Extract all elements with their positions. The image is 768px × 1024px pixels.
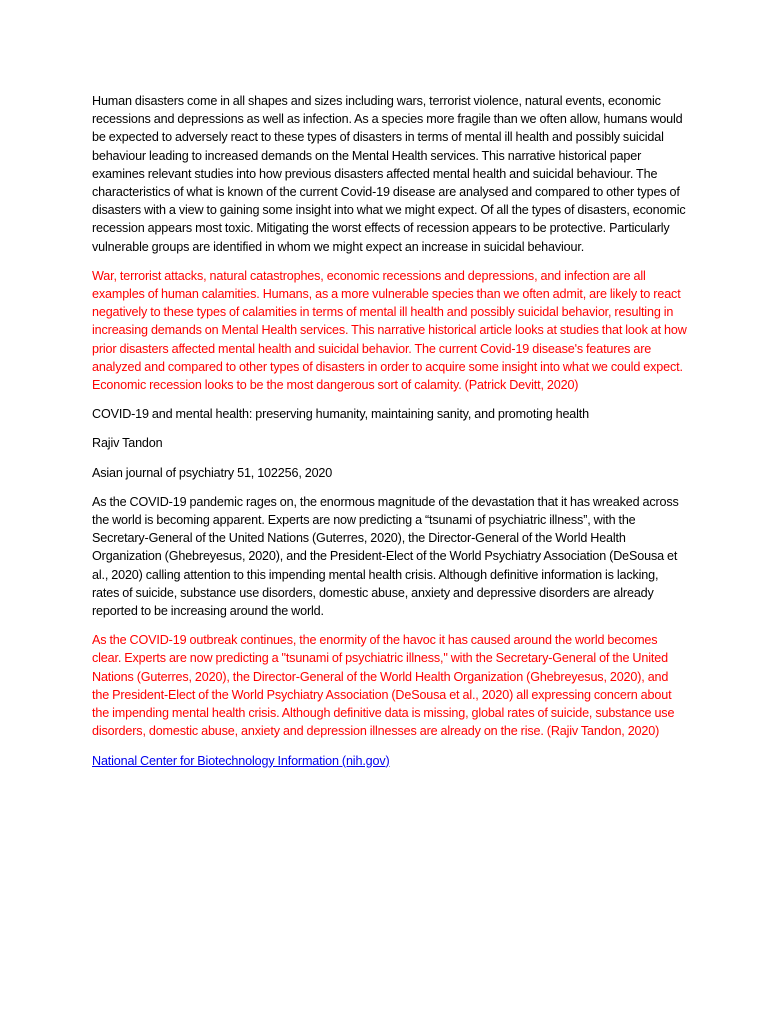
paper-title-tandon: COVID-19 and mental health: preserving humanity, maintaining sanity, and promoting health bbox=[92, 407, 590, 422]
link-paragraph bbox=[92, 752, 688, 770]
abstract-paraphrase-tandon: As the COVID-19 outbreak continues, the enormity of the havoc it has caused around the world becomes clear. Experts are now predicting a "tsunami of psychiatric illness," with the Secretary-General of the United Nations (Guterres, 2020), the Director-General of the World Health Organization (Ghebreyesus, 2020), and the President-Elect of the World Psychiatry Association (DeSousa et al., 2020) all expressing concern about the impending mental health crisis. Although definitive data is missing, global rates of suicide, substance use disorders, domestic abuse, anxiety and depression illnesses are already on the rise. (Rajiv Tandon, 2020) bbox=[92, 633, 675, 739]
ncbi-link[interactable]: National Center for Biotechnology Information (nih.gov) bbox=[92, 753, 390, 768]
abstract-paraphrase-devitt: War, terrorist attacks, natural catastrophes, economic recessions and depressions, and infection are all examples of human calamities. Humans, as a more vulnerable species than we often admit, are likely to react negatively to these types of calamities in terms of mental ill health and possibly suicidal behavior, resulting in increasing demands on Mental Health services. This narrative historical article looks at studies that look at how prior disasters affected mental health and suicidal behavior. The current Covid-19 disease's features are analyzed and compared to other types of disasters in order to acquire some insight into what we could expect. Economic recession looks to be the most dangerous sort of calamity. (Patrick Devitt, 2020) bbox=[92, 268, 687, 393]
abstract-original-devitt: Human disasters come in all shapes and sizes including wars, terrorist violence, natural events, economic recessions and depressions as well as infection. As a species more fragile than we often allow, humans would be expected to adversely react to these types of disasters in terms of mental ill health and possibly suicidal behaviour leading to increased demands on the Mental Health services. This narrative historical paper examines relevant studies into how previous disasters affected mental health and suicidal behaviour. The characteristics of what is known of the current Covid-19 disease are analysed and compared to other types of disasters with a view to gaining some insight into what we might expect. Of all the types of disasters, economic recession appears most toxic. Mitigating the worst effects of recession appears to be protective. Particularly vulnerable groups are identified in whom we might expect an increase in suicidal behaviour. bbox=[92, 94, 686, 254]
paper-author-tandon: Rajiv Tandon bbox=[92, 436, 163, 451]
abstract-original-tandon: As the COVID-19 pandemic rages on, the enormous magnitude of the devastation that it has wreaked across the world is becoming apparent. Experts are now predicting a “tsunami of psychiatric illness”, with the Secretary-General of the United Nations (Guterres, 2020), the Director-General of the World Health Organization (Ghebreyesus, 2020), and the President-Elect of the World Psychiatry Association (DeSousa et al., 2020) calling attention to this impending mental health crisis. Although definitive information is lacking, rates of suicide, substance use disorders, domestic abuse, anxiety and depressive disorders are already reported to be increasing around the world. bbox=[92, 494, 679, 619]
paper-citation-tandon: Asian journal of psychiatry 51, 102256, 2020 bbox=[92, 465, 333, 480]
